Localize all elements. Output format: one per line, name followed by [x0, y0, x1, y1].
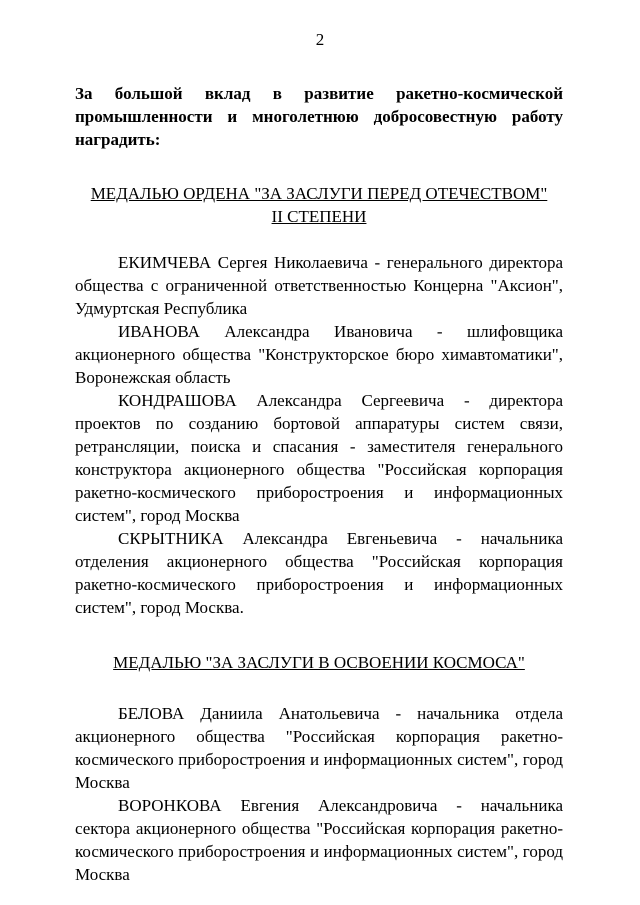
intro-line: За большой вклад в развитие ракетно-космической — [75, 84, 563, 103]
medal-title-line: МЕДАЛЬЮ "ЗА ЗАСЛУГИ В ОСВОЕНИИ КОСМОСА" — [113, 653, 525, 672]
award-entry — [75, 251, 563, 320]
award-entry — [75, 389, 563, 527]
awardee-details: Александра Сергеевича - директора проектов по созданию бортовой аппаратуры систем связи, ретрансляции, поиска и спасания - заместителя генерального конструктора акционерного общества "Российская корпорация ракетно-космического приборостроения и информационных систем", город Москва — [75, 391, 563, 525]
award-entry — [75, 320, 563, 389]
award-list-space-exploration — [75, 702, 563, 886]
awardee-surname: БЕЛОВА — [118, 704, 185, 723]
medal-title-line: II СТЕПЕНИ — [271, 207, 367, 226]
medal-title-space-exploration — [75, 651, 563, 674]
award-list-order-merit — [75, 251, 563, 619]
page-number: 2 — [315, 30, 325, 49]
awardee-surname: СКРЫТНИКА — [118, 529, 224, 548]
award-entry — [75, 702, 563, 794]
awardee-details: Даниила Анатольевича - начальника отдела акционерного общества "Российская корпорация ракетно-космического приборостроения и информационных систем", город Москва — [75, 704, 563, 792]
award-entry — [75, 527, 563, 619]
awardee-surname: КОНДРАШОВА — [118, 391, 237, 410]
medal-title-order-merit — [75, 182, 563, 228]
awardee-surname: ИВАНОВА — [118, 322, 200, 341]
award-intro — [75, 82, 563, 151]
awardee-details: Сергея Николаевича - генерального директора общества с ограниченной ответственностью Концерна "Аксион", Удмуртская Республика — [75, 253, 563, 318]
awardee-surname: ЕКИМЧЕВА — [118, 253, 212, 272]
intro-line: промышленности и многолетнюю добросовестную работу — [75, 107, 563, 126]
awardee-surname: ВОРОНКОВА — [118, 796, 222, 815]
awardee-details: Александра Ивановича - шлифовщика акционерного общества "Конструкторское бюро химавтоматики", Воронежская область — [75, 322, 563, 387]
awardee-details: Александра Евгеньевича - начальника отделения акционерного общества "Российская корпорация ракетно-космического приборостроения и информационных систем", город Москва. — [75, 529, 563, 617]
medal-title-line: МЕДАЛЬЮ ОРДЕНА "ЗА ЗАСЛУГИ ПЕРЕД ОТЕЧЕСТВОМ" — [90, 184, 548, 203]
award-entry — [75, 794, 563, 886]
awardee-details: Евгения Александровича - начальника сектора акционерного общества "Российская корпорация ракетно-космического приборостроения и информационных систем", город Москва — [75, 796, 563, 884]
document-body — [75, 82, 563, 886]
intro-line: наградить: — [75, 130, 161, 149]
